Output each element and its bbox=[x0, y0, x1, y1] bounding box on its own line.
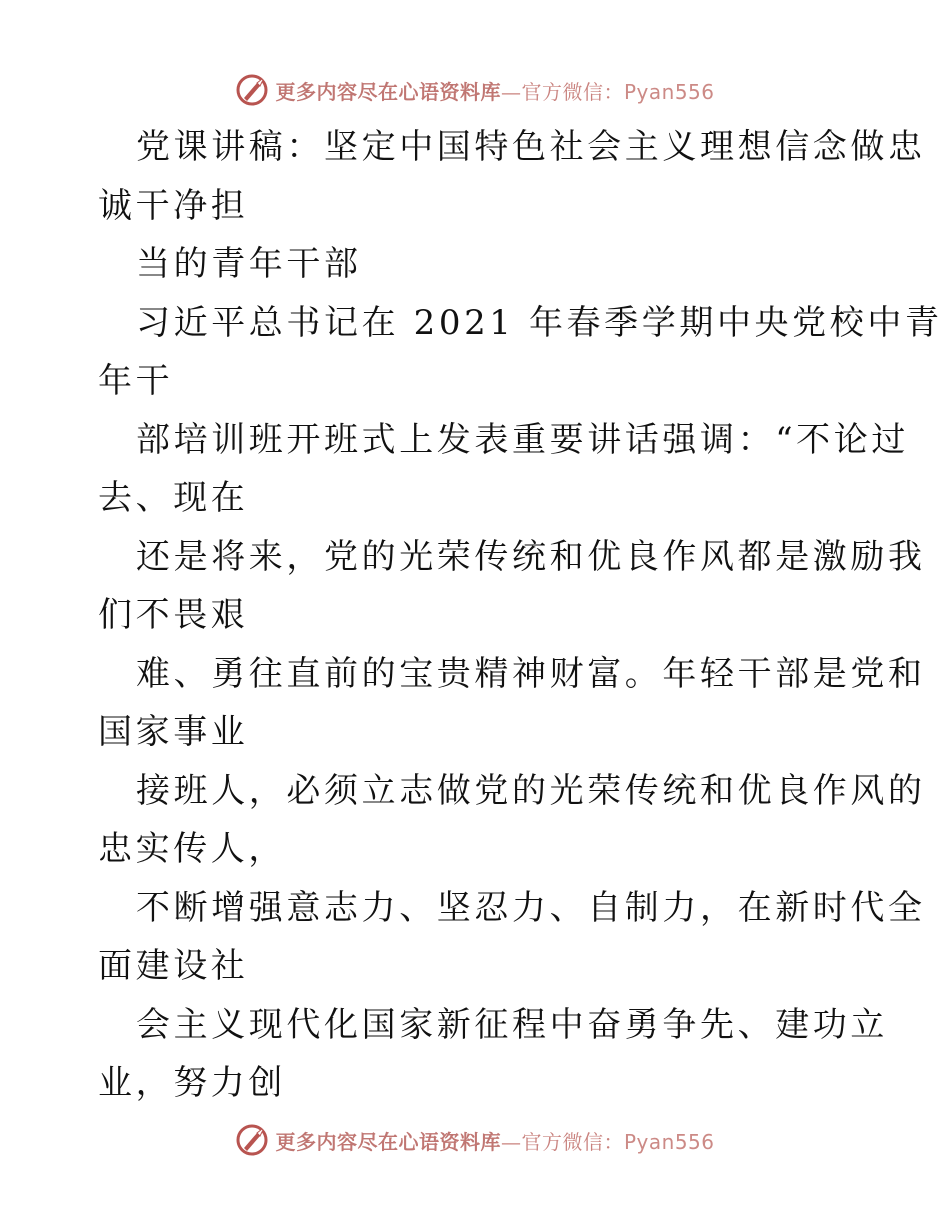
body-line: 诚干净担 bbox=[98, 185, 249, 226]
pen-logo-icon bbox=[235, 1123, 269, 1157]
body-line: 面建设社 bbox=[98, 946, 249, 986]
banner-brand: 更多内容尽在心语资料库 bbox=[275, 1129, 501, 1154]
banner-wechat-id: Pyan556 bbox=[623, 79, 715, 104]
banner-dash: — bbox=[500, 79, 522, 104]
body-line: 去、现在 bbox=[98, 478, 249, 518]
body-line: 们不畏艰 bbox=[98, 595, 249, 635]
body-line: 接班人，必须立志做党的光荣传统和优良作风的 bbox=[136, 770, 926, 811]
banner-wechat-label: 官方微信： bbox=[521, 1129, 624, 1154]
body-line: 年干 bbox=[98, 361, 174, 401]
body-line: 习近平总书记在 2021 年春季学期中央党校中青 bbox=[136, 302, 943, 343]
banner-wechat-label: 官方微信： bbox=[521, 79, 624, 104]
body-line: 忠实传人， bbox=[98, 829, 286, 869]
document-body bbox=[98, 118, 943, 1113]
banner-dash: — bbox=[500, 1129, 522, 1154]
banner-wechat-id: Pyan556 bbox=[623, 1129, 715, 1154]
body-line: 部培训班开班式上发表重要讲话强调：“不论过 bbox=[136, 419, 909, 460]
banner-text bbox=[275, 1126, 714, 1155]
body-line: 业，努力创 bbox=[98, 1063, 286, 1103]
pen-logo-icon bbox=[235, 73, 269, 107]
header-watermark-banner bbox=[0, 70, 950, 110]
body-line: 不断增强意志力、坚忍力、自制力，在新时代全 bbox=[136, 887, 926, 928]
body-line: 还是将来，党的光荣传统和优良作风都是激励我 bbox=[136, 536, 926, 577]
body-line: 党课讲稿：坚定中国特色社会主义理想信念做忠 bbox=[136, 127, 926, 167]
body-line: 难、勇往直前的宝贵精神财富。年轻干部是党和 bbox=[136, 653, 926, 694]
body-line: 当的青年干部 bbox=[136, 244, 362, 284]
body-line: 会主义现代化国家新征程中奋勇争先、建功立 bbox=[136, 1004, 888, 1045]
banner-text bbox=[275, 76, 714, 105]
footer-watermark-banner bbox=[0, 1120, 950, 1160]
banner-brand: 更多内容尽在心语资料库 bbox=[275, 79, 501, 104]
body-line: 国家事业 bbox=[98, 712, 249, 752]
